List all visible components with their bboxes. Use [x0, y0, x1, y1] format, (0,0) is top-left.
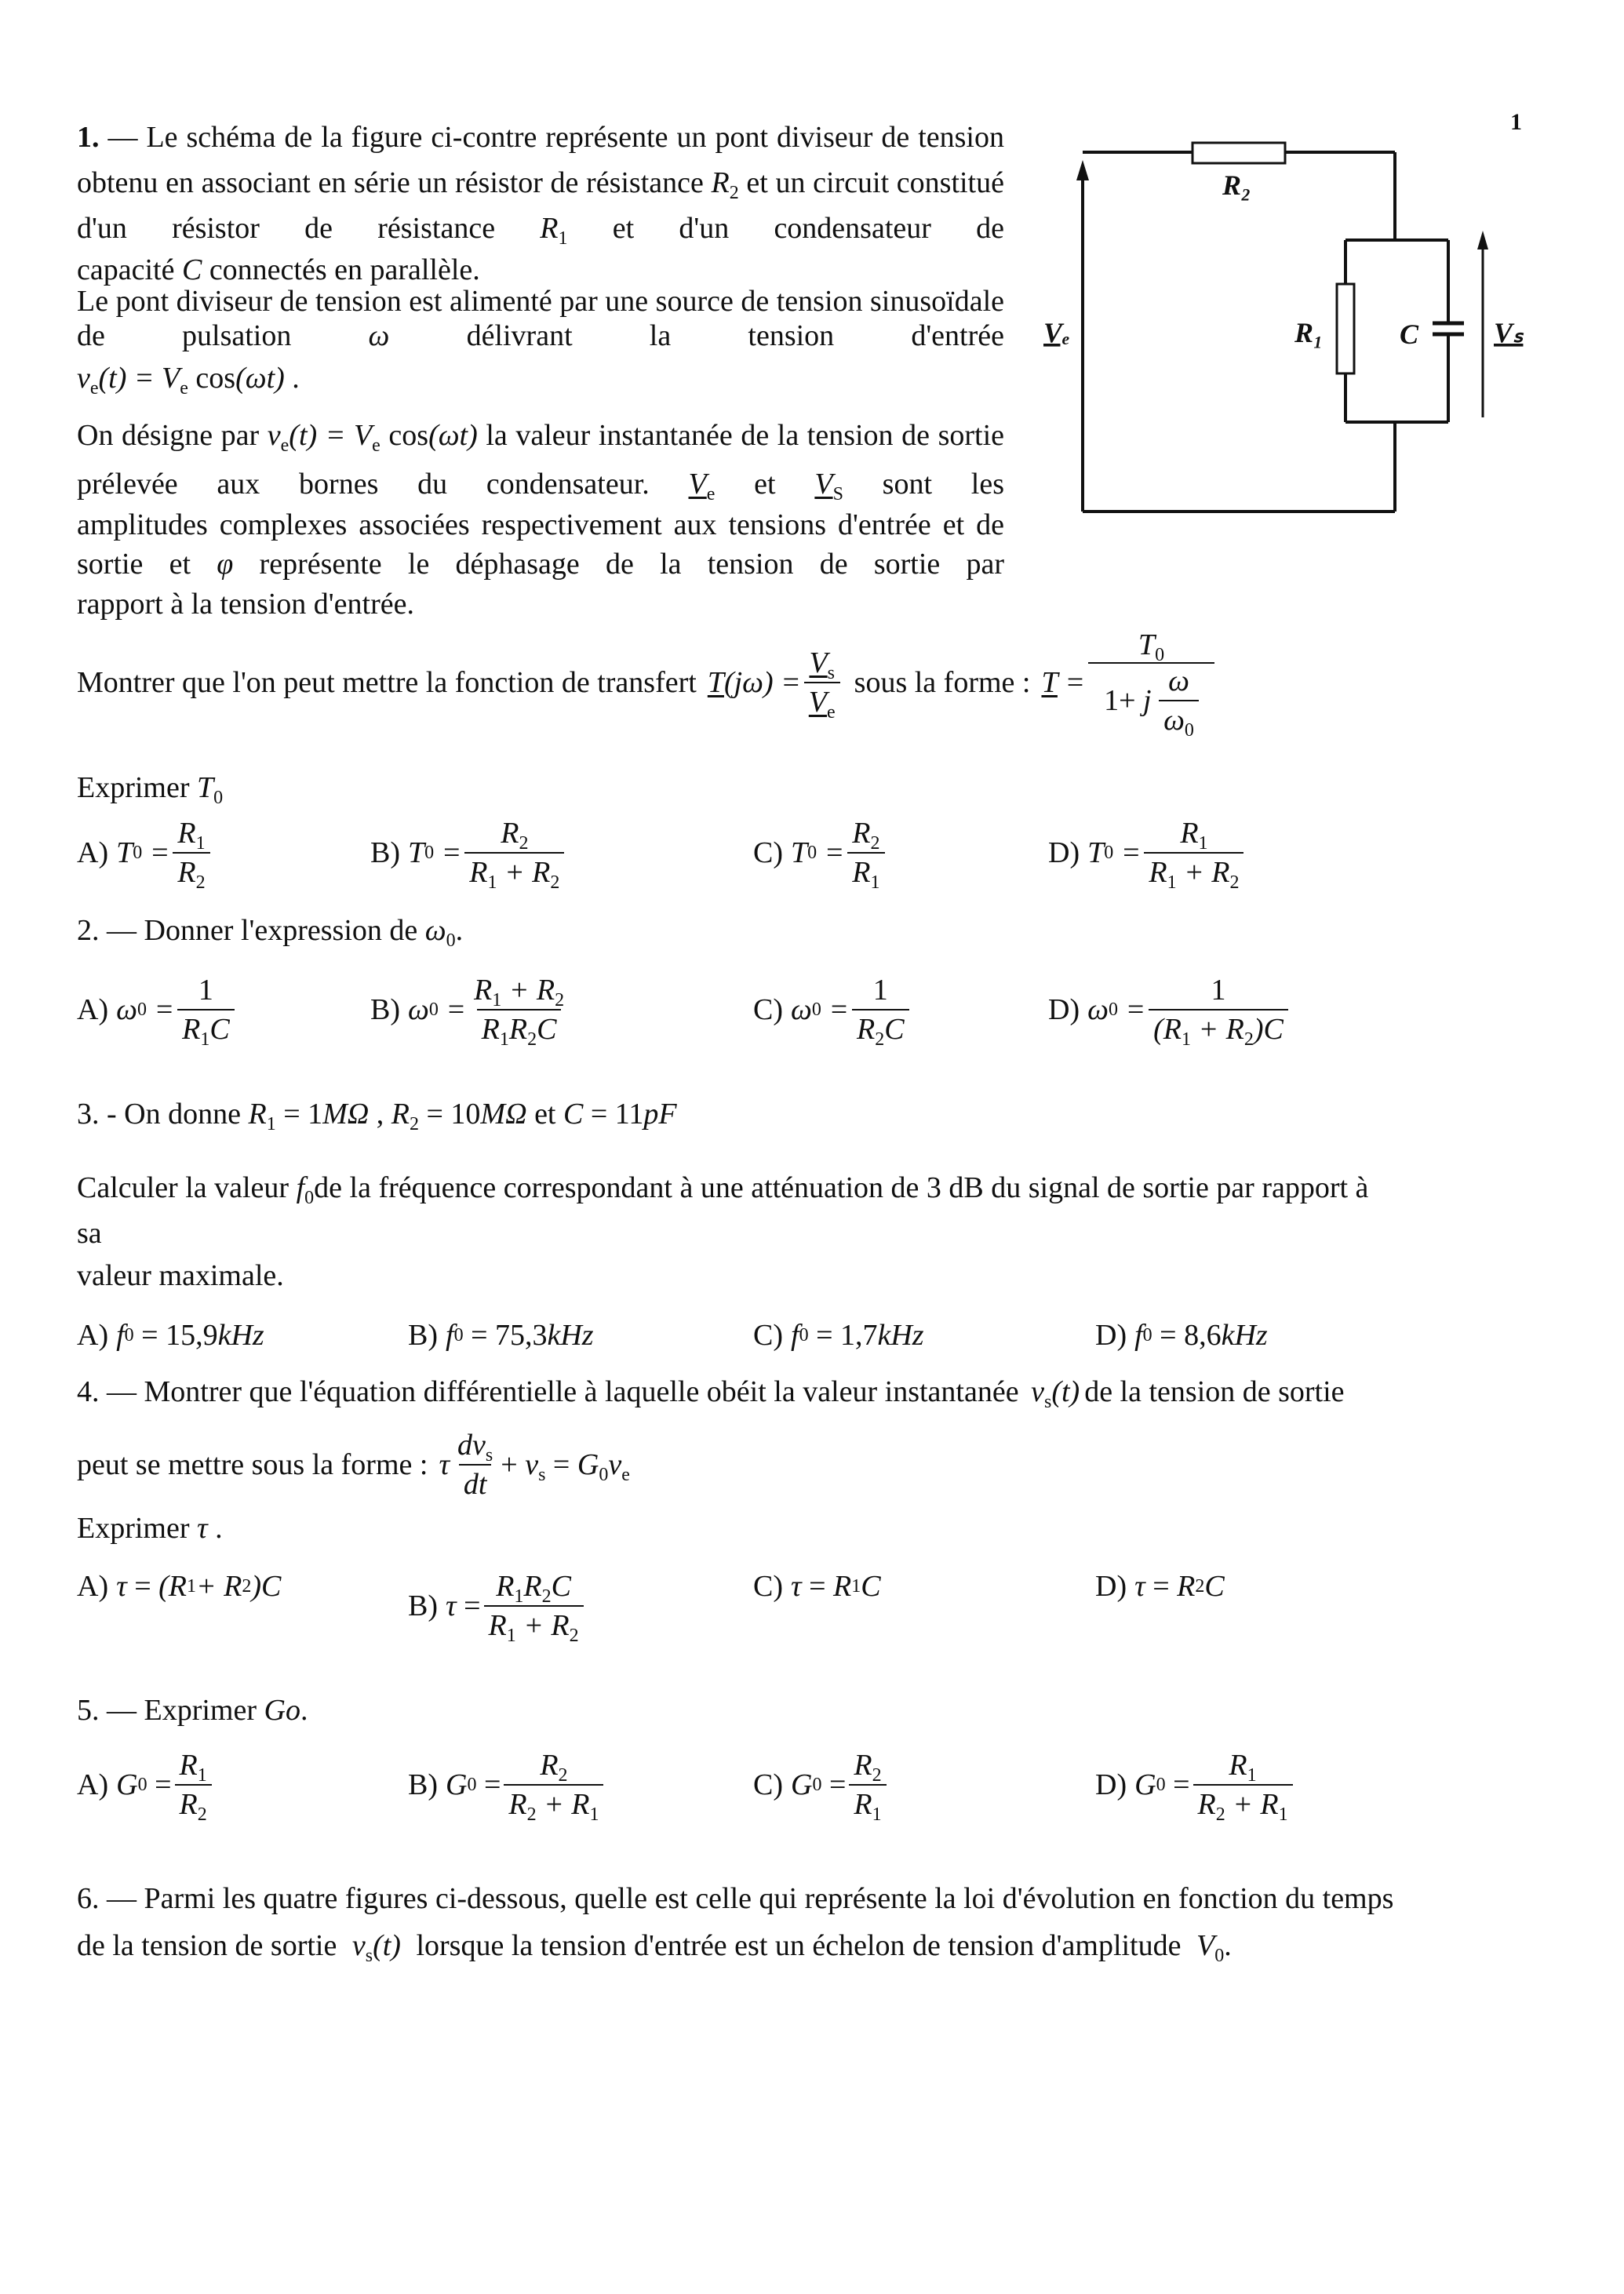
- q4-option-c[interactable]: C) τ = R 1 C: [753, 1570, 881, 1603]
- q4-prompt: 4. — Montrer que l'équation différentielle à laquelle obéit la valeur instantanée $v_s(t)$ de la tension de sortie: [77, 1375, 1345, 1412]
- vs-arrow-head: [1477, 231, 1488, 249]
- q1-option-a[interactable]: A) T 0 = $\frac{R_1}{R_2}$: [77, 816, 213, 890]
- q5-prompt: 5. — Exprimer Go.: [77, 1694, 308, 1727]
- q4-equation-line: peut se mettre sous la forme : τ $\frac{dv_s}{dt}$ + $v_s = G_0v_e$: [77, 1429, 630, 1501]
- q1-transfer-line: Montrer que l'on peut mettre la fonction de transfert T(jω) = $\frac{V_s}{V_e}$ sous la forme : T = $T_0$ 1+ j $\frac{\omega}{\omega_0}$: [77, 628, 1218, 737]
- q2-option-b[interactable]: B) ω 0 = $\frac{R_1 + R_2}{R_1R_2C}$: [370, 974, 565, 1050]
- q1-paragraph-2: Le pont diviseur de tension est alimenté par une source de tension sinusoïdale de pulsation ω délivrant la tension d'entrée: [77, 285, 1004, 352]
- q4-prompt-a: 4. — Montrer que l'équation différentielle à laquelle obéit la valeur instantanée: [77, 1375, 1019, 1408]
- q1-paragraph-3c: rapport à la tension d'entrée.: [77, 588, 414, 621]
- q3-option-a[interactable]: A) f 0 = 15,9 kHz: [77, 1319, 264, 1352]
- q1-input-voltage: $v_e(t) = V_e$ cos(ωt) .: [77, 362, 300, 399]
- label-vs: Vₛ: [1494, 317, 1524, 348]
- q3-prompt: Calculer la valeur $f_0de$ la fréquence correspondant à une atténuation de 3 dB du signal de sortie par rapport à: [77, 1171, 1369, 1208]
- q2-option-c[interactable]: C) ω 0 = $\frac{1}{R_2C}$: [753, 973, 912, 1047]
- q4-option-d[interactable]: D) τ = R 2 C: [1095, 1570, 1225, 1603]
- q1-transfer-text-b: sous la forme :: [854, 666, 1031, 699]
- q4-option-b[interactable]: B) τ = $\frac{R_1R_2C}{R_1 + R_2}$: [408, 1569, 587, 1643]
- q2-prompt: 2. — Donner l'expression de $\omega_0$.: [77, 914, 464, 951]
- q3-prompt-a: Calculer la valeur: [77, 1171, 289, 1204]
- q4-sub-prompt: Exprimer τ .: [77, 1512, 223, 1545]
- q1-paragraph-1: 1. — Le schéma de la figure ci-contre représente un pont diviseur de tension obtenu en associant en série un résistor de résistance $R_2$ et un circuit constitué d'un résistor de résistance $R_1$ et d'un condensateur de: [77, 121, 1004, 249]
- resistor-r2: [1193, 143, 1285, 163]
- q1-paragraph-3b: amplitudes complexes associées respectivement aux tensions d'entrée et de sortie et φ représente le déphasage de la tension de sortie par: [77, 508, 1004, 581]
- q1-option-c[interactable]: C) T 0 = $\frac{R_2}{R_1}$: [753, 816, 888, 890]
- ve-arrow-head: [1076, 160, 1089, 180]
- q6-prompt-line-2: de la tension de sortie $v_s(t)$ lorsque la tension d'entrée est un échelon de tension d'amplitude $V_0$.: [77, 1929, 1232, 1966]
- q1-number: 1.: [77, 121, 100, 154]
- q4-prompt-b: de la tension de sortie: [1084, 1375, 1345, 1408]
- label-r2: R₂: [1222, 169, 1251, 201]
- q3-prompt-b: de la fréquence correspondant à une atténuation de 3 dB du signal de sortie par rapport à: [314, 1171, 1369, 1204]
- label-ve: Vₑ: [1043, 317, 1070, 348]
- q1-option-b[interactable]: B) T 0 = $\frac{R_2}{R_1 + R_2}$: [370, 816, 567, 890]
- page-marker: 1: [1510, 109, 1522, 135]
- q5-option-b[interactable]: B) G 0 = $\frac{R_2}{R_2 + R_1}$: [408, 1748, 606, 1822]
- q1-transfer-form: $T_0$ 1+ j $\frac{\omega}{\omega_0}$: [1088, 628, 1214, 737]
- circuit-diagram: [1020, 126, 1538, 533]
- q6-prompt-a: 6. — Parmi les quatre figures ci-dessous, quelle est celle qui représente la loi d'évolution en fonction du temps: [77, 1882, 1394, 1915]
- label-c: C: [1400, 319, 1419, 350]
- q3-option-b[interactable]: B) f 0 = 75,3 kHz: [408, 1319, 594, 1352]
- resistor-r1: [1337, 284, 1354, 373]
- q6-prompt-b: de la tension de sortie: [77, 1929, 337, 1962]
- label-r1: R₁: [1294, 317, 1324, 348]
- q1-option-d[interactable]: D) T 0 = $\frac{R_1}{R_1 + R_2}$: [1048, 816, 1247, 890]
- q3-prompt-d: valeur maximale.: [77, 1259, 284, 1292]
- q6-prompt-c: lorsque la tension d'entrée est un échelon de tension d'amplitude: [416, 1929, 1182, 1962]
- q2-option-a[interactable]: A) ω 0 = $\frac{1}{R_1C}$: [77, 973, 238, 1047]
- q3-given: 3. - On donne $R_1 = 1M\Omega$ , $R_2 = 10M\Omega$ et C = 11pF: [77, 1098, 677, 1134]
- q5-option-c[interactable]: C) G 0 = $\frac{R_2}{R_1}$: [753, 1748, 890, 1822]
- q1-transfer-fraction: $\frac{V_s}{V_e}$: [804, 646, 840, 719]
- q3-option-d[interactable]: D) f 0 = 8,6 kHz: [1095, 1319, 1268, 1352]
- q2-option-d[interactable]: D) ω 0 = $\frac{1}{(R_1 + R_2)C}$: [1048, 973, 1291, 1047]
- q5-option-d[interactable]: D) G 0 = $\frac{R_1}{R_2 + R_1}$: [1095, 1748, 1296, 1822]
- q1-paragraph-3: On désigne par $v_e(t) = V_e$ cos(ωt) la valeur instantanée de la tension de sortie prélevée aux bornes du condensateur. $V_e$ et $V_S$ sont les: [77, 419, 1004, 504]
- q1-prompt: Exprimer $T_0$: [77, 771, 224, 808]
- q5-option-a[interactable]: A) G 0 = $\frac{R_1}{R_2}$: [77, 1748, 215, 1822]
- q4-option-a[interactable]: A) τ = (R 1 + R 2 )C: [77, 1570, 282, 1603]
- q1-transfer-text-a: Montrer que l'on peut mettre la fonction de transfert: [77, 666, 697, 699]
- q3-option-c[interactable]: C) f 0 = 1,7 kHz: [753, 1319, 924, 1352]
- q3-prompt-c: sa: [77, 1217, 102, 1250]
- q4-prompt-c: peut se mettre sous la forme :: [77, 1448, 428, 1481]
- q1-paragraph-1-end: capacité C connectés en parallèle.: [77, 253, 480, 286]
